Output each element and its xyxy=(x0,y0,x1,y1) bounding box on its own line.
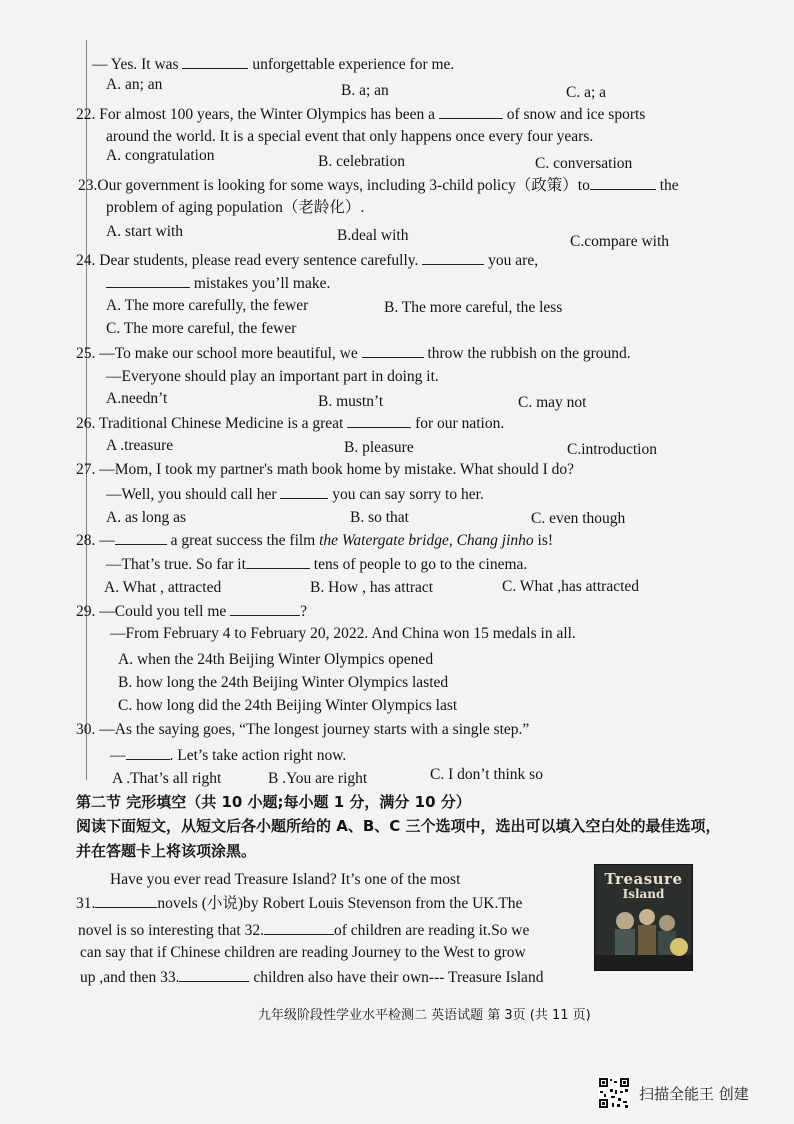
q23-option-a: A. start with xyxy=(106,223,184,240)
passage-line5: up ,and then 33. children also have their own--- Treasure Island xyxy=(80,969,544,986)
q27-option-b: B. so that xyxy=(350,509,409,526)
q27-option-c: C. even though xyxy=(531,510,626,527)
q30-option-b: B .You are right xyxy=(268,770,368,787)
q22-stem-line1: 22. For almost 100 years, the Winter Olympics has been a of snow and ice sports xyxy=(76,106,646,123)
q26-option-a: A .treasure xyxy=(106,437,174,454)
cover-title-word2: Island xyxy=(622,887,665,901)
passage-line4: can say that if Chinese children are reading Journey to the West to grow xyxy=(80,944,526,961)
q26-option-c: C.introduction xyxy=(567,441,657,458)
cover-illustration xyxy=(595,865,692,970)
q24-stem-line2: mistakes you’ll make. xyxy=(106,273,330,294)
q29-option-c: C. how long did the 24th Beijing Winter Olympics last xyxy=(118,697,458,714)
q24-option-b: B. The more careful, the less xyxy=(384,299,563,316)
page-footer: 九年级阶段性学业水平检测二 英语试题 第 3页 (共 11 页) xyxy=(258,1008,591,1023)
q27-option-a: A. as long as xyxy=(106,509,187,526)
q27-stem-line2: —Well, you should call her you can say sorry to her. xyxy=(106,486,484,503)
scanner-brand-text: 扫描全能王 创建 xyxy=(639,1085,749,1103)
q23-option-b: B.deal with xyxy=(337,227,409,244)
q28-option-b: B. How , has attract xyxy=(310,579,434,596)
treasure-island-cover-image xyxy=(594,864,693,971)
passage-line2: 31. novels (小说)by Robert Louis Stevenson from the UK.The xyxy=(76,895,523,912)
q25-option-a: A.needn’t xyxy=(106,390,168,407)
q21-option-a: A. an; an xyxy=(106,76,163,93)
q23-option-c: C.compare with xyxy=(570,233,670,250)
q30-stem-line2: — . Let’s take action right now. xyxy=(110,747,347,764)
section2-heading: 第二节 完形填空（共 10 小题;每小题 1 分，满分 10 分） xyxy=(76,793,471,811)
cover-title-word1: Treasure xyxy=(604,870,683,888)
q30-option-a: A .That’s all right xyxy=(112,770,222,787)
q24-option-a: A. The more carefully, the fewer xyxy=(106,297,309,314)
q29-option-a: A. when the 24th Beijing Winter Olympics opened xyxy=(118,651,434,668)
section2-instructions-line2: 并在答题卡上将该项涂黑。 xyxy=(76,842,257,860)
q26-stem: 26. Traditional Chinese Medicine is a great for our nation. xyxy=(76,415,505,432)
q23-stem-line2: problem of aging population（老龄化）. xyxy=(106,199,365,216)
q25-option-b: B. mustn’t xyxy=(318,393,384,410)
qr-code-icon xyxy=(598,1077,630,1109)
passage-line3: novel is so interesting that 32. of children are reading it.So we xyxy=(78,922,530,939)
q26-option-b: B. pleasure xyxy=(344,439,414,456)
q28-option-a: A. What , attracted xyxy=(104,579,222,596)
q29-stem-line1: 29. —Could you tell me ? xyxy=(76,603,308,620)
q29-option-b: B. how long the 24th Beijing Winter Olympics lasted xyxy=(118,674,449,691)
q22-option-a: A. congratulation xyxy=(106,147,215,164)
q22-option-b: B. celebration xyxy=(318,153,405,170)
q25-option-c: C. may not xyxy=(518,394,587,411)
q28-stem-line1: 28. — a great success the film the Watergate bridge, Chang jinho is! xyxy=(76,532,554,549)
section2-instructions-line1: 阅读下面短文，从短文后各小题所给的 A、B、C 三个选项中，选出可以填入空白处的最佳选项， xyxy=(76,817,721,835)
q21-stem: — Yes. It was unforgettable experience for me. xyxy=(92,56,455,73)
q29-stem-line2: —From February 4 to February 20, 2022. And China won 15 medals in all. xyxy=(110,625,576,642)
q22-stem-line2: around the world. It is a special event that only happens once every four years. xyxy=(106,128,594,145)
q23-stem-line1: 23.Our government is looking for some ways, including 3-child policy（政策）to the xyxy=(78,177,679,194)
passage-line1: Have you ever read Treasure Island? It’s one of the most xyxy=(110,871,461,888)
q24-stem-line1: 24. Dear students, please read every sentence carefully. you are, xyxy=(76,252,539,269)
q30-option-c: C. I don’t think so xyxy=(430,766,543,783)
q30-stem-line1: 30. —As the saying goes, “The longest journey starts with a single step.” xyxy=(76,721,530,738)
q25-stem-line2: —Everyone should play an important part in doing it. xyxy=(106,368,439,385)
q21-option-b: B. a; an xyxy=(341,82,389,99)
q21-option-c: C. a; a xyxy=(566,84,607,101)
q28-stem-line2: —That’s true. So far it tens of people to go to the cinema. xyxy=(106,556,528,573)
q27-stem-line1: 27. —Mom, I took my partner's math book home by mistake. What should I do? xyxy=(76,461,575,478)
margin-line xyxy=(86,40,88,780)
q28-option-c: C. What ,has attracted xyxy=(502,578,640,595)
q24-option-c: C. The more careful, the fewer xyxy=(106,320,297,337)
q25-stem-line1: 25. —To make our school more beautiful, we throw the rubbish on the ground. xyxy=(76,345,631,362)
q22-option-c: C. conversation xyxy=(535,155,633,172)
